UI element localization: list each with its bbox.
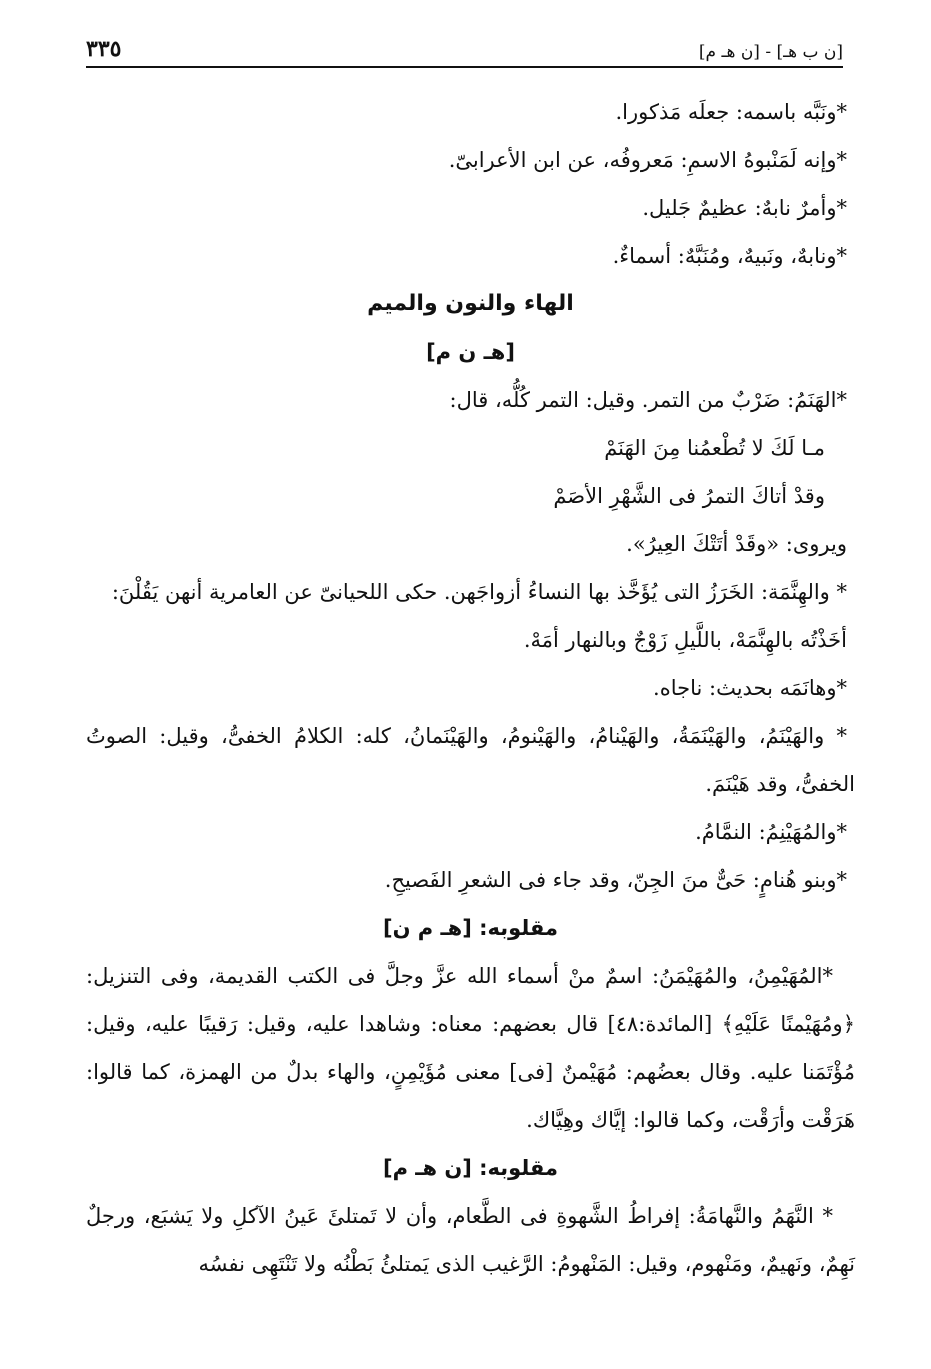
entry-paragraph: * والهَيْنَمُ، والهَيْنَمَةُ، والهَيْنامُ، والهَيْنومُ، والهَيْنَمانُ، كله: الكلامُ الخفىُّ، وقيل: الصوتُ الخفىُّ، وقد هَيْنَمَ. [86, 724, 855, 796]
page-body [86, 88, 855, 1288]
verse-line: مـا لَكَ لا تُطْعمُنا مِنَ الهَنَمْ [604, 436, 825, 460]
verse-line: وقدْ أتاكَ التمرُ فى الشَّهْرِ الأصَمْ [553, 484, 825, 508]
page-range: [ن ب هـ] - [ن هـ م] [698, 42, 843, 62]
section-title: الهاء والنون والميم [367, 291, 574, 316]
root-heading: مقلوبه: [هـ م ن] [382, 916, 559, 940]
entry-line: *ونَبَّه باسمه: جعلَه مَذكورا. [615, 100, 847, 124]
page-number: ٣٣٥ [86, 36, 122, 62]
quote-line: أخَذْتُه بالهِنَّمَهْ، باللَّيلِ زَوْجٌ وبالنهار أمَهْ. [523, 628, 847, 652]
entry-line: *وأمرٌ نابهٌ: عظيمٌ جَليل. [642, 196, 847, 220]
entry-line: *وهانَمَه بحديث: ناجاه. [653, 676, 847, 700]
entry-line: *الهَنَمُ: ضَرْبٌ من التمر. وقيل: التمر كُلُّه، قال: [449, 388, 847, 412]
entry-line: *والمُهَيْنِمُ: النمَّامُ. [695, 820, 847, 844]
root-heading: مقلوبه: [ن هـ م] [382, 1156, 559, 1180]
entry-line: *وإنه لَمَنْبوهُ الاسمِ: مَعروفُه، عن ابن الأعرابىّ. [448, 148, 847, 172]
entry-paragraph: *المُهَيْمِنُ، والمُهَيْمَنُ: اسمٌ منْ أسماء الله عزَّ وجلَّ فى الكتب القديمة، وفى التنزيل: ﴿ومُهَيْمنًا عَلَيْهِ﴾ [المائدة:٤٨] قال بعضهم: معناه: وشاهدا عليه، وقيل: رَقيبًا عليه، وقيل: مُؤْتَمَنا عليه. وقال بعضُهم: مُهَيْمنٌ [فى] معنى مُؤَيْمِنٍ، والهاء بدلٌ من الهمزة، كما قالوا: هَرَقْت وأرَقْت، وكما قالوا: إيَّاك وهِيَّاك. [86, 964, 855, 1132]
root-heading: [هـ ن م] [426, 340, 515, 364]
page-header [86, 32, 843, 68]
entry-paragraph: * والهِنَّمَة: الخَرَزُ التى يُؤَخَّذ بها النساءُ أزواجَهن. حكى اللحيانىّ عن العامرية أنهن يَقُلْنَ: [111, 580, 847, 604]
entry-line: *ونابهٌ، ونَبيهٌ، ومُنَبَّهٌ: أسماءٌ. [612, 244, 847, 268]
entry-line: *وبنو هُنامٍ: حَىٌّ منَ الجِنّ، وقد جاء فى الشعرِ الفَصيحِ. [384, 868, 847, 892]
entry-paragraph: * النَّهَمُ والنَّهامَةُ: إفراطُ الشَّهوةِ فى الطَّعام، وأن لا تَمتلئَ عَينُ الآكلِ ولا يَشبَع، ورجلٌ نَهِمٌ، ونَهيمٌ، ومَنْهوم، وقيل: المَنْهومُ: الرَّغيب الذى يَمتلئُ بَطْنُه ولا تَنْتَهِى نفسُه [86, 1204, 855, 1276]
entry-line: ويروى: «وقَدْ أتَتْكَ العِيرُ». [626, 532, 847, 556]
